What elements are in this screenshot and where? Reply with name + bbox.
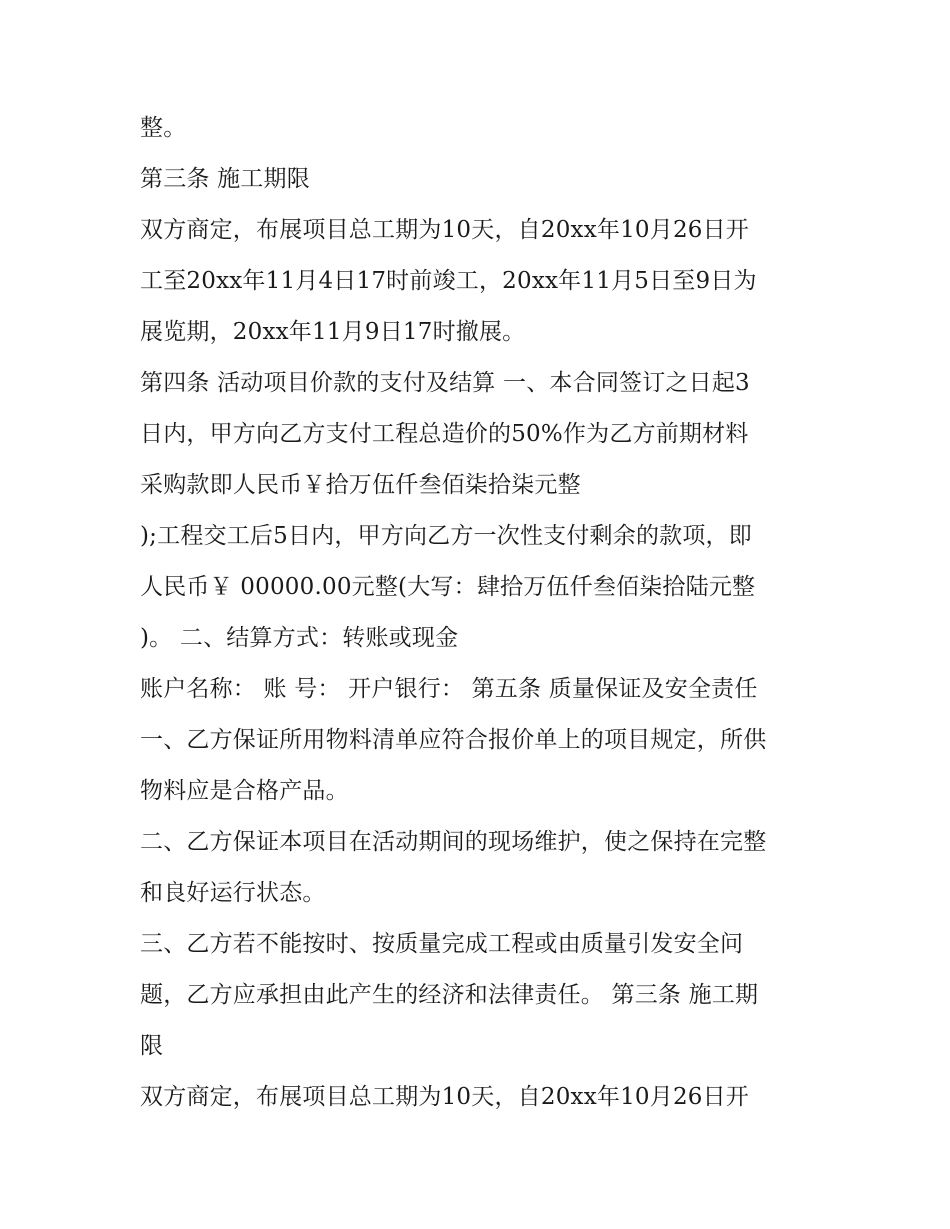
section-heading: 第三条 施工期限 (140, 166, 310, 192)
text-line: 整。 (140, 115, 187, 141)
text-line: 双方商定，布展项目总工期为10天，自20xx年10月26日开 (140, 217, 750, 243)
text-line: );工程交工后5日内，甲方向乙方一次性支付剩余的款项，即 (140, 523, 752, 549)
text-line: 工至20xx年11月4日17时前竣工，20xx年11月5日至9日为 (140, 268, 757, 294)
text-line: 账户名称： 账 号： 开户银行： 第五条 质量保证及安全责任 (140, 676, 758, 702)
text-line: )。 二、结算方式：转账或现金 (140, 625, 459, 651)
document-body (140, 103, 830, 1123)
text-line: 二、乙方保证本项目在活动期间的现场维护，使之保持在完整 (140, 829, 767, 855)
text-line: 三、乙方若不能按时、按质量完成工程或由质量引发安全问 (140, 931, 744, 957)
text-line: 和良好运行状态。 (140, 880, 326, 906)
text-line: 日内，甲方向乙方支付工程总造价的50%作为乙方前期材料 (140, 421, 749, 447)
text-line: 题，乙方应承担由此产生的经济和法律责任。 第三条 施工期 (140, 982, 759, 1008)
text-line: 采购款即人民币￥拾万伍仟叁佰柒拾柒元整 (140, 472, 581, 498)
text-line: 展览期，20xx年11月9日17时撤展。 (140, 319, 526, 345)
text-line: 一、乙方保证所用物料清单应符合报价单上的项目规定，所供 (140, 727, 767, 753)
text-line: 第四条 活动项目价款的支付及结算 一、本合同签订之日起3 (140, 370, 750, 396)
text-line: 物料应是合格产品。 (140, 778, 349, 804)
text-line: 双方商定，布展项目总工期为10天，自20xx年10月26日开 (140, 1084, 750, 1110)
text-line: 限 (140, 1033, 164, 1059)
text-line: 人民币￥ 00000.00元整(大写：肆拾万伍仟叁佰柒拾陆元整 (140, 574, 756, 600)
